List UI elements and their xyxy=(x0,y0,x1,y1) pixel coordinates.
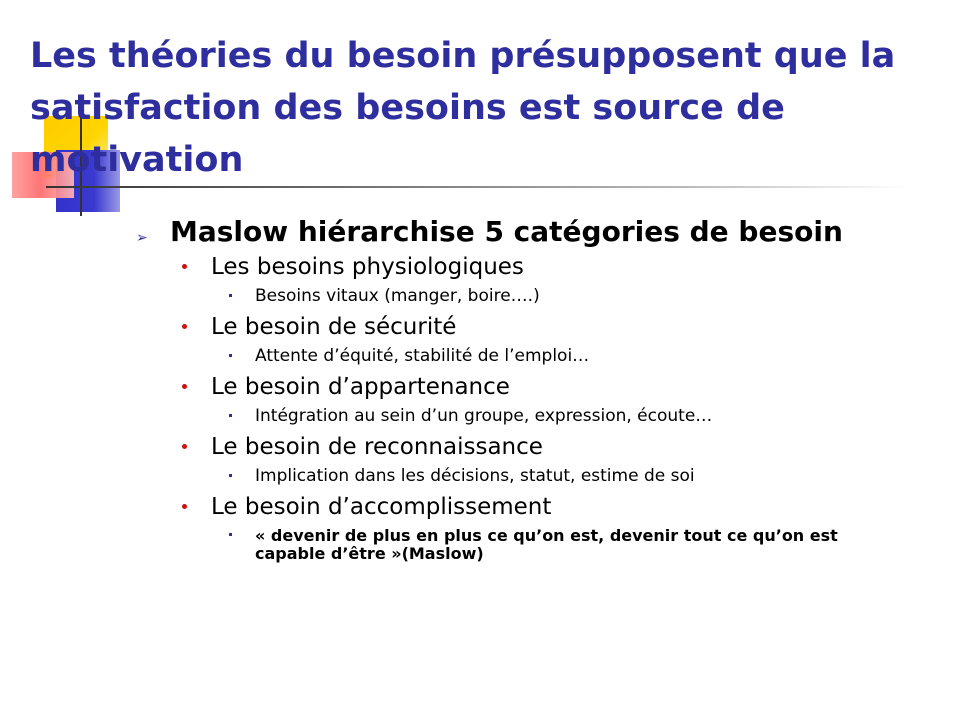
need-label: Le besoin d’accomplissement xyxy=(211,494,552,520)
main-bullet-text: Maslow hiérarchise 5 catégories de besoin xyxy=(170,215,843,248)
arrow-bullet-icon: ➢ xyxy=(136,230,148,246)
need-label: Le besoin de reconnaissance xyxy=(211,434,543,460)
need-detail-text: Intégration au sein d’un groupe, expression, écoute… xyxy=(255,406,713,426)
square-bullet-icon xyxy=(229,474,232,477)
need-item xyxy=(134,311,854,343)
need-label: Les besoins physiologiques xyxy=(211,254,524,280)
maslow-quote-text: « devenir de plus en plus ce qu’on est, devenir tout ce qu’on est capable d’être »(Maslow) xyxy=(255,526,838,563)
square-bullet-icon xyxy=(229,294,232,297)
slide-body xyxy=(134,216,854,563)
round-bullet-icon xyxy=(182,324,187,329)
square-bullet-icon xyxy=(229,354,232,357)
slide-title: Les théories du besoin présupposent que la satisfaction des besoins est source de motivation xyxy=(30,36,896,180)
title-underline xyxy=(46,186,906,188)
need-detail-quote xyxy=(134,523,854,563)
need-label: Le besoin de sécurité xyxy=(211,314,457,340)
round-bullet-icon xyxy=(182,444,187,449)
need-detail xyxy=(134,463,854,489)
square-bullet-icon xyxy=(229,533,232,536)
round-bullet-icon xyxy=(182,264,187,269)
need-detail xyxy=(134,403,854,429)
need-detail-text: Besoins vitaux (manger, boire….) xyxy=(255,286,540,306)
main-bullet xyxy=(134,216,854,247)
need-item xyxy=(134,491,854,523)
need-detail-text: Attente d’équité, stabilité de l’emploi… xyxy=(255,346,590,366)
need-detail xyxy=(134,343,854,369)
need-item xyxy=(134,371,854,403)
need-detail xyxy=(134,283,854,309)
need-label: Le besoin d’appartenance xyxy=(211,374,510,400)
round-bullet-icon xyxy=(182,504,187,509)
need-item xyxy=(134,431,854,463)
need-detail-text: Implication dans les décisions, statut, estime de soi xyxy=(255,466,695,486)
round-bullet-icon xyxy=(182,384,187,389)
square-bullet-icon xyxy=(229,414,232,417)
need-item xyxy=(134,251,854,283)
